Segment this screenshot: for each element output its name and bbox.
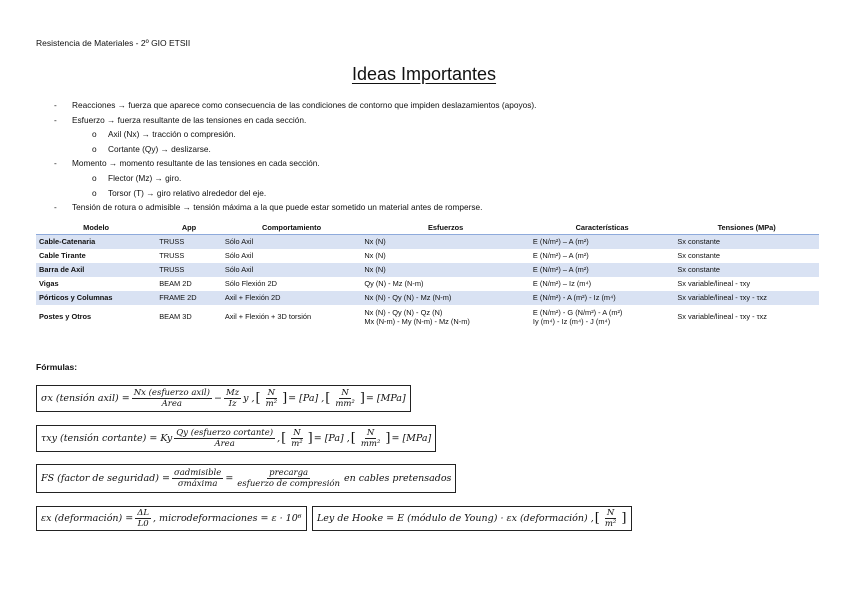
- table-cell: Axil + Flexión 2D: [222, 291, 362, 305]
- bullet-item: [36, 171, 816, 186]
- table-cell: E (N/m²) - G (N/m²) - A (m²) Iy (m⁴) - Iz (m⁴) - J (m⁴): [532, 307, 623, 326]
- bullet-marker: o: [92, 172, 97, 183]
- table-cell: E (N/m²) - A (m²) - Iz (m⁴): [530, 291, 674, 305]
- table-cell: Sólo Axil: [222, 263, 362, 277]
- column-header: App: [156, 221, 222, 235]
- table-row: [36, 249, 819, 263]
- column-header: Modelo: [36, 221, 156, 235]
- table-cell: Vigas: [39, 279, 59, 289]
- bullet-item: [36, 127, 816, 142]
- formula-hooke-law: Ley de Hooke = E (módulo de Young) · εx (deformación) , [ $\frac{N}{\text{m²}}$ ]: [312, 506, 632, 531]
- frac-den: Área: [161, 399, 182, 409]
- column-header: Esfuerzos: [361, 221, 530, 235]
- table-cell: E (N/m²) – A (m²): [532, 251, 589, 261]
- bullet-text: Axil (Nx) → tracción o compresión.: [108, 129, 236, 140]
- page-title: Ideas Importantes: [351, 64, 497, 84]
- bullet-text: Momento → momento resultante de las tensiones en cada sección.: [72, 158, 320, 169]
- frac-num: Mz: [225, 388, 240, 398]
- table-cell: Sx constante: [674, 235, 819, 250]
- column-header: Comportamiento: [222, 221, 362, 235]
- column-header: Tensiones (MPa): [674, 221, 819, 235]
- equals-sign: =: [225, 473, 234, 484]
- frac-num: Qy (esfuerzo cortante): [176, 428, 274, 438]
- unit-num: N: [293, 428, 301, 438]
- table-cell: Sólo Flexión 2D: [224, 279, 277, 289]
- table-cell: Sólo Axil: [224, 251, 254, 261]
- formula-lhs: FS (factor de seguridad) =: [41, 473, 170, 484]
- formula-lhs: τxy (tensión cortante) = Ky: [41, 433, 173, 444]
- table-cell: Qy (N) - Mz (N-m): [364, 279, 424, 289]
- formula-lhs: Ley de Hooke = E (módulo de Young) · εx (deformación) ,: [317, 513, 594, 524]
- table-cell: TRUSS: [156, 235, 222, 250]
- bullet-item: [36, 142, 816, 157]
- table-row: [36, 291, 819, 305]
- bullet-item: [36, 200, 816, 215]
- unit-den: mm²: [335, 399, 355, 409]
- bullet-text: Flector (Mz) → giro.: [108, 172, 182, 183]
- table-cell: TRUSS: [159, 251, 185, 261]
- table-cell: Sx variable/lineal - τxy: [677, 279, 751, 289]
- formula-shear-stress: τxy (tensión cortante) = Ky $\frac{\text{Qy (esfuerzo cortante)}}{\text{Área}}$ , [ $\frac{N}{\text{m²}}$ ] = [Pa] , [ $\frac{N}{\text{mm²}}$ ] = [MPa]: [36, 425, 436, 452]
- table-cell: Cable Tirante: [39, 251, 86, 261]
- bullet-marker: o: [92, 129, 97, 140]
- bullet-item: [36, 186, 816, 201]
- bullet-marker: o: [92, 143, 97, 154]
- formula-tail: ,: [277, 433, 281, 444]
- table-cell: Barra de Axil: [36, 263, 156, 277]
- table-cell: Nx (N) - Qy (N) - Mz (N-m): [361, 291, 530, 305]
- frac-den: Área: [214, 439, 235, 449]
- unit-num: N: [366, 428, 375, 438]
- bullet-marker: -: [54, 202, 57, 213]
- minus-sign: −: [213, 393, 222, 404]
- frac-den: Iz: [228, 399, 237, 409]
- formula-tail: = [MPa]: [391, 433, 432, 444]
- frac-den: L0: [137, 519, 149, 529]
- table-cell: Nx (N): [361, 263, 530, 277]
- table-cell: TRUSS: [156, 263, 222, 277]
- formulas-heading: Fórmulas:: [36, 362, 78, 372]
- unit-den: m²: [265, 399, 278, 409]
- bullet-text: Esfuerzo → fuerza resultante de las tensiones en cada sección.: [72, 114, 307, 125]
- table-cell: Nx (N): [364, 251, 386, 261]
- formula-tail: = [Pa] ,: [288, 393, 325, 404]
- bullet-text: Tensión de rotura o admisible → tensión máxima a la que puede estar sometido un material antes de romperse.: [72, 202, 483, 213]
- formula-axial-stress: σx (tensión axil) = $\frac{\text{Nx (esfuerzo axil)}}{\text{Área}}$ − $\frac{Mz}{Iz}$ y , [ $\frac{N}{\text{m²}}$ ] = [Pa] , [ $\frac{N}{\text{mm²}}$ ] = [MPa]: [36, 385, 411, 412]
- models-table: [36, 221, 819, 329]
- unit-num: N: [606, 508, 615, 518]
- formula-tail: , microdeformaciones = ε · 10⁶: [153, 513, 302, 524]
- formula-tail: = [Pa] ,: [313, 433, 350, 444]
- unit-den: m²: [604, 519, 617, 529]
- table-cell: Sx constante: [674, 263, 819, 277]
- bullet-item: [36, 98, 816, 113]
- table-cell: E (N/m²) – Iz (m⁴): [532, 279, 592, 289]
- bullet-text: Reacciones → fuerza que aparece como consecuencia de las condiciones de contorno que impiden deslazamientos (apoyos).: [72, 100, 537, 110]
- bullet-marker: -: [54, 158, 57, 169]
- table-row: [36, 235, 819, 250]
- frac-num: ΔL: [137, 508, 150, 518]
- table-row: [36, 263, 819, 277]
- formula-safety-factor: [36, 464, 456, 493]
- unit-den: mm²: [360, 439, 381, 449]
- frac-den: esfuerzo de compresión: [237, 479, 341, 489]
- bullet-marker: o: [92, 187, 97, 198]
- table-cell: BEAM 3D: [159, 312, 192, 322]
- formula-tail: en cables pretensados: [344, 473, 452, 484]
- table-cell: Pórticos y Columnas: [36, 291, 156, 305]
- unit-num: N: [267, 388, 276, 398]
- frac-num: σadmisible: [173, 468, 222, 478]
- bullet-marker: -: [54, 114, 57, 125]
- unit-num: N: [341, 388, 349, 398]
- table-cell: Nx (N) - Qy (N) - Qz (N) Mx (N-m) - My (N-m) - Mz (N-m): [364, 307, 470, 326]
- column-header: Características: [530, 221, 674, 235]
- table-cell: E (N/m²) – A (m²): [530, 263, 674, 277]
- table-cell: Sx variable/lineal - τxy - τxz: [674, 291, 819, 305]
- table-cell: Nx (N): [361, 235, 530, 250]
- bullet-text: Cortante (Qy) → deslizarse.: [108, 143, 211, 154]
- table-cell: FRAME 2D: [156, 291, 222, 305]
- table-cell: Cable-Catenaria: [36, 235, 156, 250]
- table-cell: Sólo Axil: [222, 235, 362, 250]
- table-row: [36, 305, 819, 329]
- table-cell: Sx variable/lineal - τxy - τxz: [677, 312, 767, 322]
- table-row: [36, 277, 819, 291]
- formula-lhs: εx (deformación) =: [41, 513, 134, 524]
- bullet-item: [36, 113, 816, 128]
- document-header: Resistencia de Materiales - 2º GIO ETSII: [36, 38, 191, 48]
- table-cell: E (N/m²) – A (m²): [530, 235, 674, 250]
- bullet-text: Torsor (T) → giro relativo alrededor del eje.: [108, 187, 267, 198]
- table-header-row: [36, 221, 819, 235]
- bullet-marker: -: [54, 100, 57, 110]
- frac-num: precarga: [269, 468, 309, 478]
- formula-tail: = [MPa]: [365, 393, 406, 404]
- table-cell: BEAM 2D: [159, 279, 192, 289]
- table-cell: Sx constante: [677, 251, 721, 261]
- table-cell: Axil + Flexión + 3D torsión: [224, 312, 312, 322]
- frac-num: Nx (esfuerzo axil): [133, 388, 210, 398]
- unit-den: m²: [291, 439, 303, 449]
- table-cell: Postes y Otros: [39, 312, 92, 322]
- bullet-item: [36, 156, 816, 171]
- formula-lhs: σx (tensión axil) =: [41, 393, 130, 404]
- bullet-list: [36, 98, 816, 215]
- frac-den: σmáxima: [177, 479, 218, 489]
- formula-strain: [36, 506, 307, 531]
- formula-tail: y ,: [243, 393, 255, 404]
